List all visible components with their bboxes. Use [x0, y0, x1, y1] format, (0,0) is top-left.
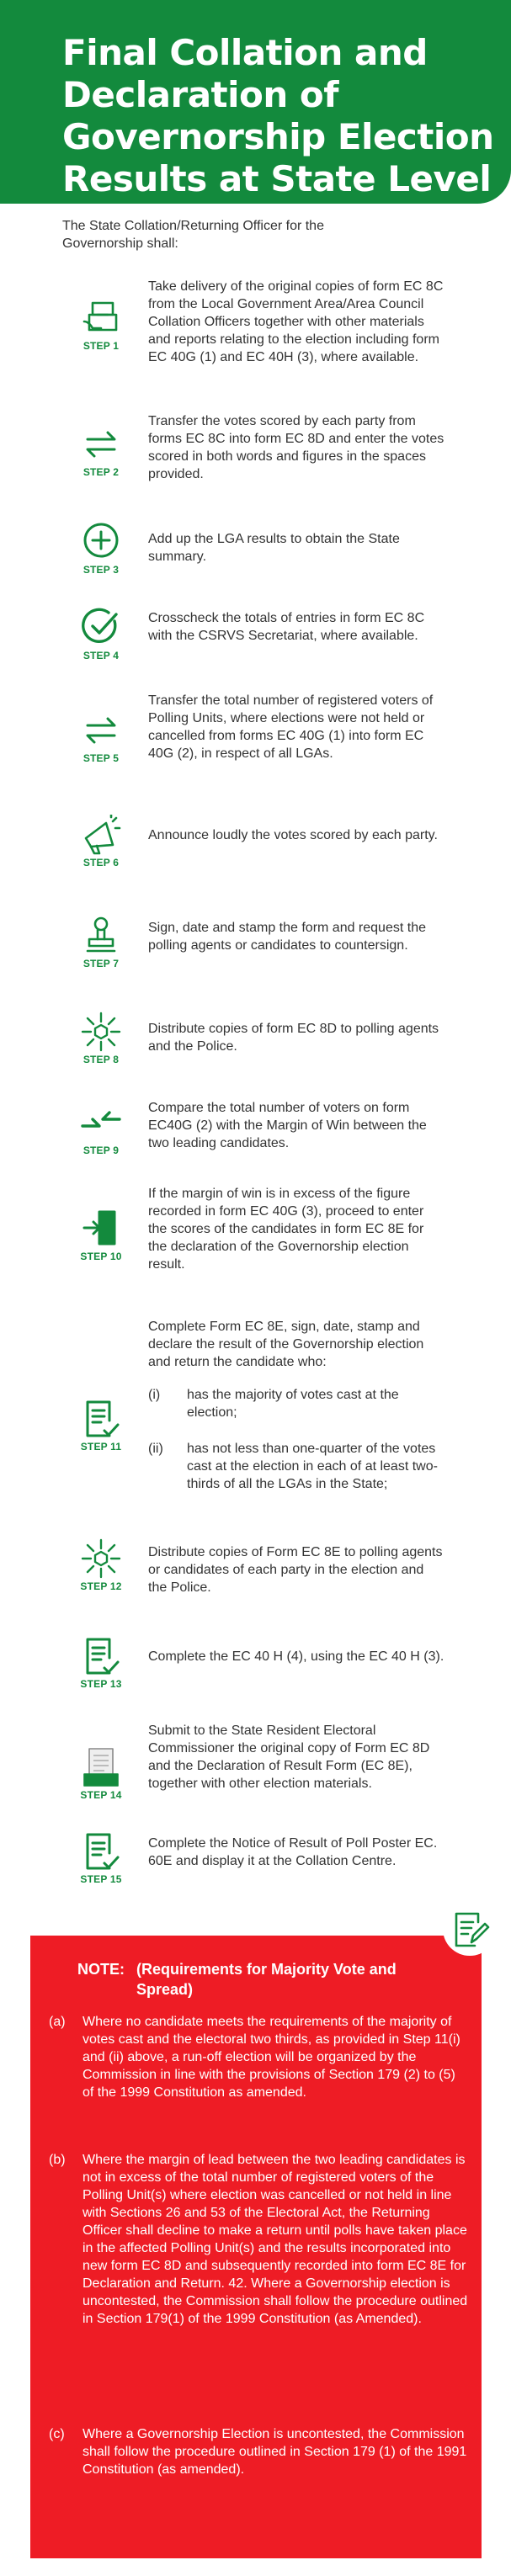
distribute-icon: [81, 1538, 121, 1579]
step-label: STEP 5: [83, 752, 120, 764]
step-text: Distribute copies of form EC 8D to polling agents and the Police.: [148, 1022, 439, 1054]
step-label: STEP 10: [80, 1251, 122, 1262]
sub-marker: (i): [148, 1388, 161, 1402]
step-label: STEP 15: [80, 1873, 122, 1885]
form-check-icon: [81, 1636, 121, 1676]
step-text: Take delivery of the original copies of form EC 8C from the Local Government Area/Area Council Collation Officers together with other materials and reports relating to the election including form EC 40G (1) and EC 40H (3), where available.: [148, 279, 444, 364]
step-11-icon-wrap: [67, 1399, 135, 1456]
step-6-icon-wrap: [67, 815, 135, 872]
note-title: [77, 1959, 465, 2000]
step-10-icon-wrap: [67, 1208, 135, 1266]
title-banner: [0, 0, 511, 204]
step-9-icon-wrap: [67, 1102, 135, 1160]
step-text: Crosscheck the totals of entries in form EC 8C with the CSRVS Secretariat, where available.: [148, 611, 425, 643]
step-13-icon-wrap: [67, 1636, 135, 1693]
step-label: STEP 8: [83, 1054, 120, 1065]
sub-text: has not less than one-quarter of the votes cast at the election in each of at least two-thirds of all the LGAs in the State;: [187, 1442, 438, 1491]
step-text: Complete the Notice of Result of Poll Poster EC. 60E and display it at the Collation Centre.: [148, 1836, 438, 1868]
note-item-marker: (a): [49, 2015, 66, 2029]
enter-door-icon: [81, 1208, 121, 1249]
step-text: Complete the EC 40 H (4), using the EC 40 H (3).: [148, 1649, 444, 1664]
step-7-icon-wrap: [67, 916, 135, 973]
step-label: STEP 12: [80, 1580, 122, 1592]
step-label: STEP 7: [83, 958, 120, 969]
form-check-icon: [81, 1831, 121, 1872]
sub-item: [148, 1386, 444, 1421]
sub-text: has the majority of votes cast at the election;: [187, 1388, 399, 1420]
step-label: STEP 11: [80, 1441, 122, 1453]
step-label: STEP 2: [83, 466, 120, 478]
note-panel: [30, 1936, 482, 2558]
plus-circle-icon: [81, 522, 121, 562]
step-1-icon-wrap: [67, 298, 135, 355]
note-item-marker: (b): [49, 2153, 66, 2167]
step-text: Compare the total number of voters on form EC40G (2) with the Margin of Win between the two leading candidates.: [148, 1101, 427, 1150]
transfer-arrows-icon: [81, 710, 121, 751]
ballot-box-icon: [81, 298, 121, 338]
document-stack-icon: [81, 1747, 121, 1787]
step-8-icon-wrap: [67, 1012, 135, 1069]
check-circle-icon: [81, 608, 121, 648]
note-icon-wrap: [443, 1902, 497, 1956]
form-check-icon: [81, 1399, 121, 1439]
step-3-icon-wrap: [67, 522, 135, 579]
step-label: STEP 14: [80, 1789, 122, 1801]
note-label: NOTE:: [77, 1961, 125, 1978]
step-label: STEP 6: [83, 857, 120, 868]
step-text: Sign, date and stamp the form and request the polling agents or candidates to countersign.: [148, 921, 426, 953]
step-12-icon-wrap: [67, 1538, 135, 1596]
step-text: Transfer the votes scored by each party from forms EC 8C into form EC 8D and enter the votes scored in both words and figures in the spaces provided.: [148, 414, 444, 481]
step-4-icon-wrap: [67, 608, 135, 665]
step-text: If the margin of win is in excess of the figure recorded in form EC 40G (3), proceed to enter the scores of the candidates in form EC 8E for the declaration of the Governorship election result.: [148, 1187, 424, 1272]
note-edit-icon: [450, 1909, 490, 1949]
step-15-icon-wrap: [67, 1831, 135, 1888]
step-label: STEP 13: [80, 1678, 122, 1690]
note-item-text: Where the margin of lead between the two leading candidates is not in excess of the total number of registered voters of the Polling Unit(s) where election was cancelled or not held in line with Sections 26 and 53 of the Electoral Act, the Returning Officer shall decline to make a return until polls have taken place in the affected Polling Unit(s) and the results incorporated into new form EC 8D and subsequently recorded into form EC 8E for Declaration and Return. 42. Where a Governorship election is uncontested, the Commission shall follow the procedure outlined in Section 179(1) of the 1999 Constitution (as Amended).: [83, 2153, 468, 2326]
step-text: [148, 1318, 444, 1493]
step-label: STEP 4: [83, 650, 120, 661]
note-item-text: Where a Governorship Election is uncontested, the Commission shall follow the procedure outlined in Section 179 (1) of the 1991 Constitution (as amended).: [83, 2427, 467, 2477]
step-text: Add up the LGA results to obtain the State summary.: [148, 532, 400, 564]
step-label: STEP 9: [83, 1145, 120, 1156]
intro-text: The State Collation/Returning Officer for the Governorship shall:: [62, 219, 324, 251]
step-text-main: Complete Form EC 8E, sign, date, stamp and declare the result of the Governorship election and return the candidate who:: [148, 1320, 424, 1369]
step-text: Announce loudly the votes scored by each party.: [148, 828, 438, 842]
sub-marker: (ii): [148, 1442, 163, 1456]
step-5-icon-wrap: [67, 710, 135, 767]
step-2-icon-wrap: [67, 424, 135, 481]
step-text: Submit to the State Resident Electoral Commissioner the original copy of Form EC 8D and the Declaration of Result Form (EC 8E), together with other election materials.: [148, 1724, 430, 1791]
distribute-icon: [81, 1012, 121, 1052]
megaphone-icon: [81, 815, 121, 855]
page-title: Final Collation and Declaration of Governorship Election Results at State Level: [62, 32, 494, 199]
transfer-arrows-icon: [81, 424, 121, 465]
note-item-text: Where no candidate meets the requirements of the majority of votes cast and the electoral two thirds, as provided in Step 11(i) and (ii) above, a run-off election will be organized by the Commission in line with the provisions of Section 179 (2) to (5) of the 1999 Constitution as amended.: [83, 2015, 460, 2100]
step-label: STEP 3: [83, 564, 120, 576]
note-item-marker: (c): [49, 2427, 65, 2441]
compare-arrows-icon: [81, 1102, 121, 1143]
stamp-icon: [81, 916, 121, 956]
step-label: STEP 1: [83, 340, 120, 352]
step-14-icon-wrap: [67, 1747, 135, 1804]
step-text: Transfer the total number of registered voters of Polling Units, where elections were not held or cancelled from forms EC 40G (1) into form EC 40G (2), in respect of all LGAs.: [148, 693, 434, 761]
note-heading: (Requirements for Majority Vote and Spread): [136, 1961, 397, 1998]
sub-item: [148, 1440, 444, 1493]
step-text: Distribute copies of Form EC 8E to polling agents or candidates of each party in the election and the Police.: [148, 1545, 443, 1595]
